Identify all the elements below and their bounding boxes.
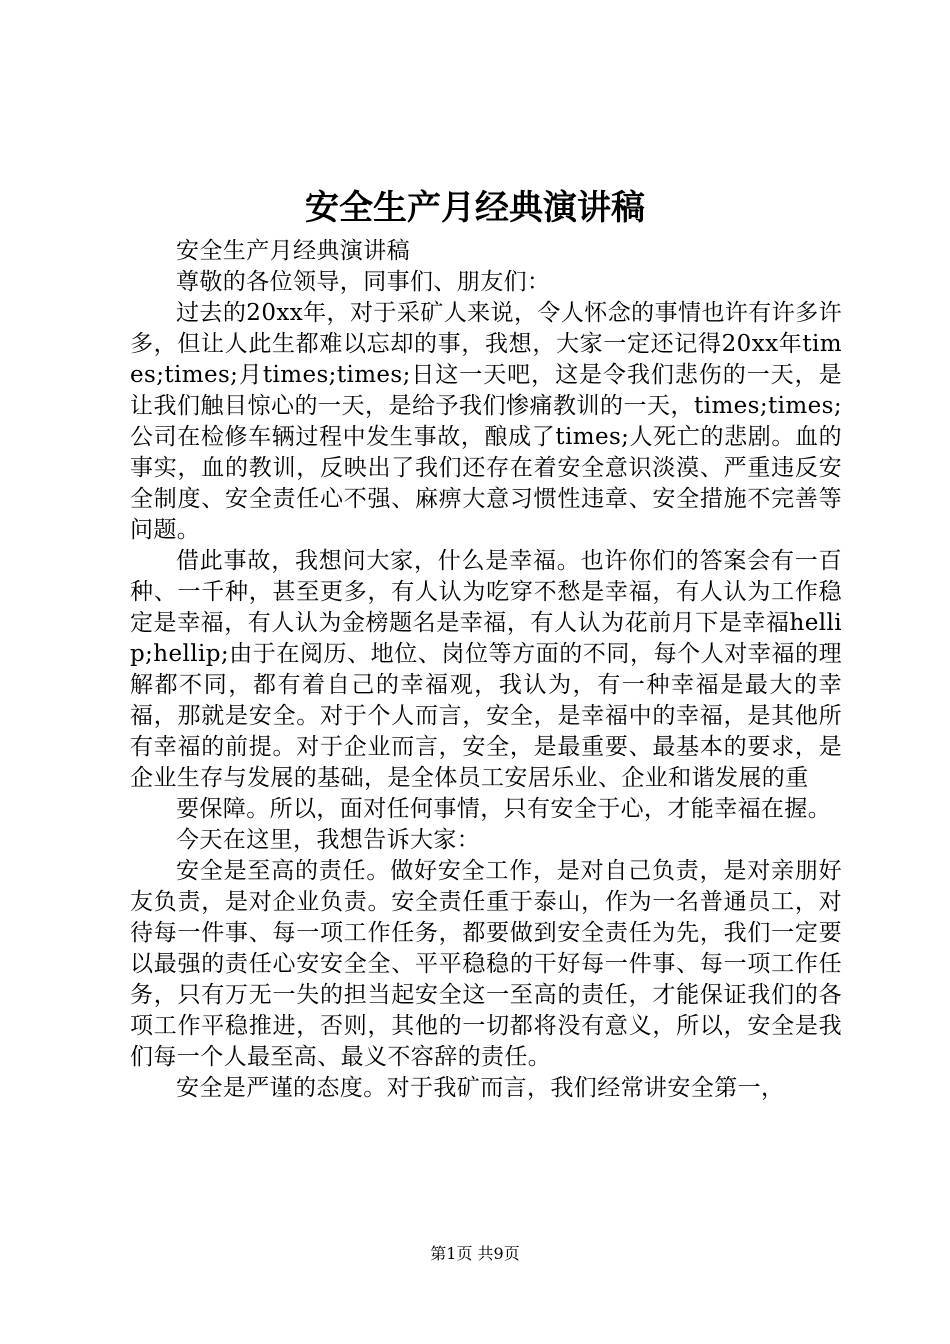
paragraph: 要保障。所以，面对任何事情，只有安全于心，才能幸福在握。 — [176, 796, 832, 822]
paragraph: 过去的20xx年，对于采矿人来说，令人怀念的事情也许有许多许多，但让人此生都难以忘却的事，我想，大家一定还记得20xx年times;times;月times;times;日这一天吧，这是令我们悲伤的一天，是让我们触目惊心的一天，是给予我们惨痛教训的一天，times;times;公司在检修车辆过程中发生事故，酿成了times;人死亡的悲剧。血的事实，血的教训，反映出了我们还存在着安全意识淡漠、严重违反安全制度、安全责任心不强、麻痹大意习惯性违章、安全措施不完善等问题。 — [130, 300, 842, 543]
paragraph: 安全是至高的责任。做好安全工作，是对自己负责，是对亲朋好友负责，是对企业负责。安全责任重于泰山，作为一名普通员工，对待每一件事、每一项工作任务，都要做到安全责任为先，我们一定要以最强的责任心安安全全、平平稳稳的干好每一件事、每一项工作任务，只有万无一失的担当起安全这一至高的责任，才能保证我们的各项工作平稳推进，否则，其他的一切都将没有意义，所以，安全是我们每一个人最至高、最义不容辞的责任。 — [130, 858, 842, 1070]
paragraph: 安全是严谨的态度。对于我矿而言，我们经常讲安全第一， — [176, 1075, 785, 1101]
document-title: 安全生产月经典演讲稿 — [305, 188, 645, 228]
page-number: 第1页 共9页 — [430, 1244, 520, 1263]
page-footer — [0, 1244, 950, 1264]
paragraph: 尊敬的各位领导，同事们、朋友们： — [176, 269, 551, 295]
document-body — [130, 236, 842, 1104]
paragraph: 安全生产月经典演讲稿 — [176, 238, 410, 264]
paragraph: 借此事故，我想问大家，什么是幸福。也许你们的答案会有一百种、一千种，甚至更多，有人认为吃穿不愁是幸福，有人认为工作稳定是幸福，有人认为金榜题名是幸福，有人认为花前月下是幸福hellip;hellip;由于在阅历、地位、岗位等方面的不同，每个人对幸福的理解都不同，都有着自己的幸福观，我认为，有一种幸福是最大的幸福，那就是安全。对于个人而言，安全，是幸福中的幸福，是其他所有幸福的前提。对于企业而言，安全，是最重要、最基本的要求，是企业生存与发展的基础，是全体员工安居乐业、企业和谐发展的重 — [130, 548, 842, 791]
paragraph: 今天在这里，我想告诉大家： — [176, 827, 481, 853]
